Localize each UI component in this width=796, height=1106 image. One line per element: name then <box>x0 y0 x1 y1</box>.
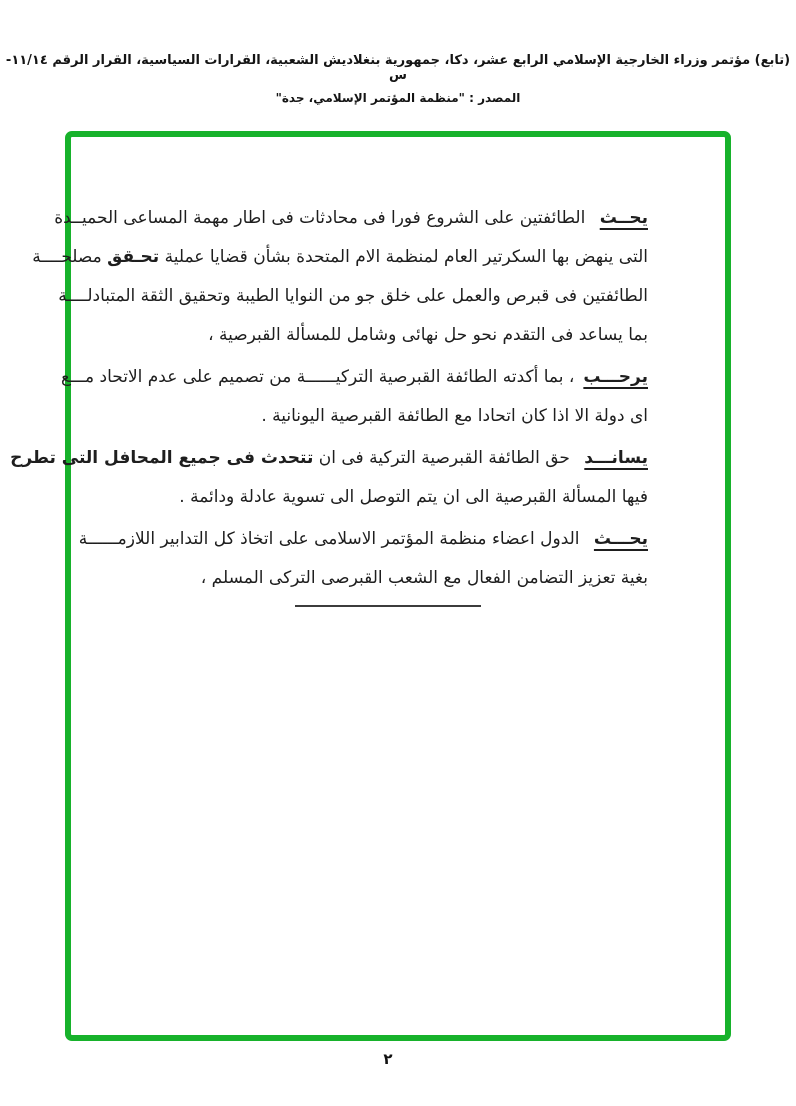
paragraph-line <box>118 478 648 517</box>
lead-word: يرحـــب <box>583 367 648 387</box>
paragraph <box>32 199 648 355</box>
page-number: ٢ <box>383 1050 393 1068</box>
paragraph <box>10 439 648 517</box>
text-segment: فيها المسألة القبرصية الى ان يتم التوصل الى تسوية عادلة ودائمة . <box>179 487 648 507</box>
text-segment: مصلحــــة <box>32 247 108 267</box>
lead-word: يسانـــد <box>584 448 648 468</box>
header-citation: (تابع) مؤتمر وزراء الخارجية الإسلامي الرابع عشر، دكا، جمهورية بنغلاديش الشعبية، القرارات السياسية، القرار الرقم ١١/١٤- س <box>5 53 791 83</box>
paragraph <box>61 358 648 436</box>
text-segment: اى دولة الا اذا كان اتحادا مع الطائفة القبرصية اليونانية . <box>261 406 648 426</box>
text-segment: حق الطائفة القبرصية التركية فى ان <box>313 448 576 468</box>
paragraph-line <box>118 316 648 355</box>
text-segment: بغية تعزيز التضامن الفعال مع الشعب القبرصى التركى المسلم ، <box>200 568 648 588</box>
lead-word: يحــث <box>599 208 648 228</box>
paragraph-line <box>118 559 648 598</box>
text-segment: الدول اعضاء منظمة المؤتمر الاسلامى على اتخاذ كل التدابير اللازمــــــة <box>78 529 585 549</box>
paragraph-line <box>54 199 648 238</box>
paragraph <box>78 520 648 598</box>
text-segment: الطائفتين على الشروع فورا فى محادثات فى اطار مهمة المساعى الحميــدة <box>54 208 591 228</box>
text-segment: الطائفتين فى قبرص والعمل على خلق جو من النوايا الطيبة وتحقيق الثقة المتبادلــــة <box>58 286 648 306</box>
text-segment: ، بما أكدته الطائفة القبرصية التركيــــــة من تصميم على عدم الاتحاد مـــع <box>61 367 575 387</box>
lead-word: يحـــث <box>593 529 648 549</box>
paragraph-line <box>78 520 648 559</box>
paragraph-line <box>61 358 648 397</box>
text-segment: التى ينهض بها السكرتير العام لمنظمة الام المتحدة بشأن قضايا عملية <box>159 247 648 267</box>
paragraph-line <box>10 439 648 478</box>
resolution-text <box>10 199 648 601</box>
text-segment: بما يساعد فى التقدم نحو حل نهائى وشامل للمسألة القبرصية ، <box>208 325 648 345</box>
paragraph-line <box>118 397 648 436</box>
text-segment-bold: تتحدث فى جميع المحافل التى تطرح <box>10 448 314 468</box>
header-source: المصدر : "منظمة المؤتمر الإسلامي، جدة" <box>275 91 521 105</box>
text-segment-bold: تحـقق <box>107 247 160 267</box>
paragraph-line <box>32 238 648 277</box>
paragraph-line <box>58 277 648 316</box>
separator-line <box>295 605 481 607</box>
